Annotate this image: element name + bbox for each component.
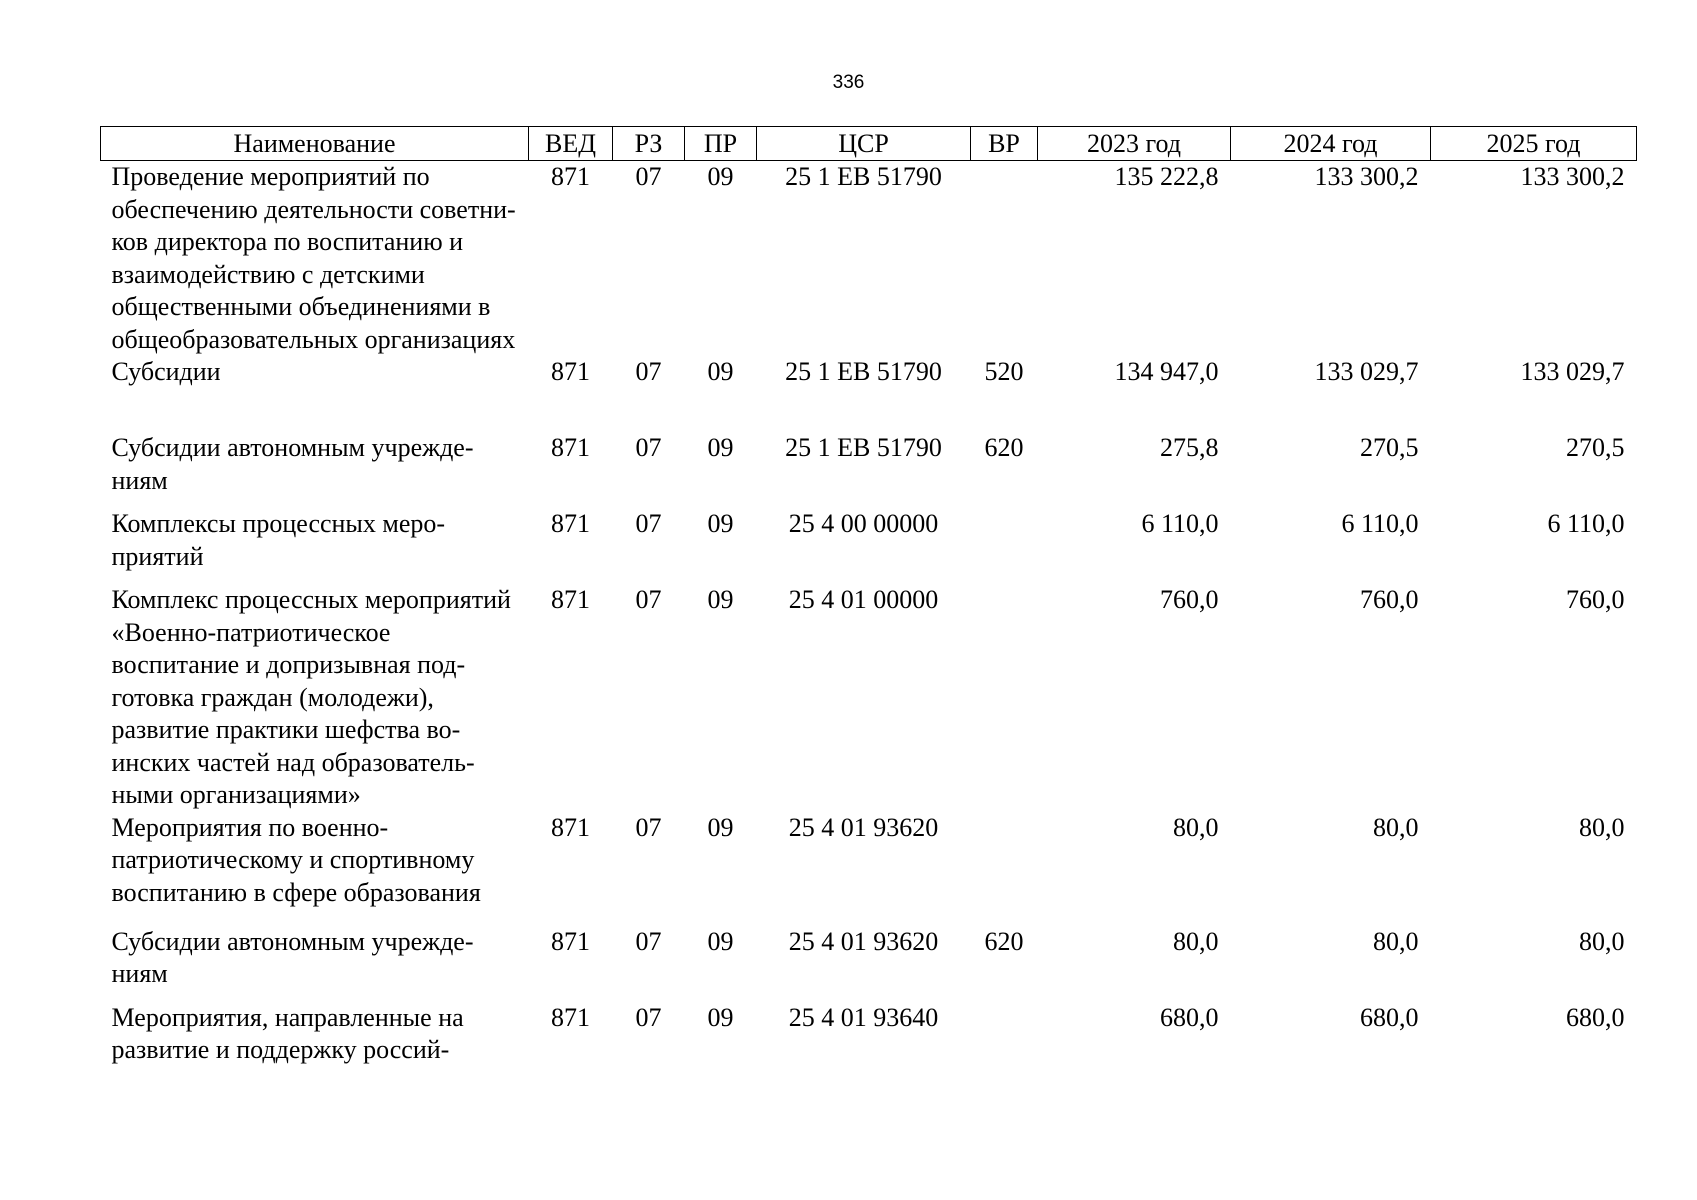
cell-ved: 871 bbox=[551, 162, 590, 191]
cell-vr bbox=[971, 584, 1038, 812]
cell-csr: 25 1 EB 51790 bbox=[785, 162, 942, 191]
cell-2024: 760,0 bbox=[1360, 585, 1419, 614]
header-2024: 2024 год bbox=[1231, 127, 1431, 161]
cell-2023: 680,0 bbox=[1160, 1002, 1219, 1032]
cell-csr: 25 1 EB 51790 bbox=[785, 433, 942, 462]
cell-rz: 07 bbox=[635, 433, 662, 462]
table-row bbox=[101, 1002, 1637, 1067]
cell-vr bbox=[971, 1002, 1038, 1067]
cell-2024: 80,0 bbox=[1373, 926, 1419, 956]
cell-ved: 871 bbox=[551, 357, 590, 386]
cell-vr bbox=[971, 161, 1038, 357]
cell-2025: 270,5 bbox=[1566, 433, 1625, 462]
header-2023: 2023 год bbox=[1038, 127, 1231, 161]
cell-2024: 133 029,7 bbox=[1314, 357, 1419, 386]
cell-pr: 09 bbox=[707, 585, 734, 614]
cell-2025: 760,0 bbox=[1566, 585, 1625, 614]
cell-2024: 680,0 bbox=[1360, 1002, 1419, 1032]
cell-2024: 80,0 bbox=[1373, 812, 1419, 842]
cell-vr: 620 bbox=[984, 433, 1024, 462]
cell-2025: 133 029,7 bbox=[1520, 357, 1625, 386]
cell-rz: 07 bbox=[635, 812, 662, 842]
cell-2023: 6 110,0 bbox=[1141, 509, 1219, 538]
cell-pr: 09 bbox=[707, 162, 734, 191]
cell-rz: 07 bbox=[635, 509, 662, 538]
table-header bbox=[101, 127, 1637, 161]
cell-pr: 09 bbox=[707, 1002, 734, 1032]
cell-vr: 520 bbox=[984, 357, 1024, 386]
cell-rz: 07 bbox=[635, 1002, 662, 1032]
cell-2023: 134 947,0 bbox=[1114, 357, 1219, 386]
table-row bbox=[101, 161, 1637, 357]
cell-name: Комплекс процессных мероприятий «Военно-патриотическое воспитание и допризывная подготовка граждан (молодежи), развитие практики шефства воинских частей над образовательными организациями» bbox=[111, 585, 511, 809]
header-vr: ВР bbox=[971, 127, 1038, 161]
header-csr: ЦСР bbox=[757, 127, 971, 161]
cell-ved: 871 bbox=[551, 585, 590, 614]
cell-pr: 09 bbox=[707, 357, 734, 386]
table-row bbox=[101, 584, 1637, 812]
page-number: 336 bbox=[832, 72, 865, 93]
cell-name: Мероприятия по военно-патриотическому и спортивному воспитанию в сфере образования bbox=[111, 812, 481, 907]
table-row bbox=[101, 926, 1637, 1002]
cell-vr bbox=[971, 508, 1038, 584]
cell-csr: 25 4 00 00000 bbox=[788, 509, 939, 538]
cell-pr: 09 bbox=[707, 926, 734, 956]
cell-pr: 09 bbox=[707, 812, 734, 842]
cell-name: Субсидии автономным учреждениям bbox=[111, 433, 474, 495]
cell-name: Субсидии автономным учреждениям bbox=[111, 926, 474, 988]
cell-pr: 09 bbox=[707, 433, 734, 462]
table-row bbox=[101, 356, 1637, 432]
cell-2025: 680,0 bbox=[1566, 1002, 1625, 1032]
cell-2025: 6 110,0 bbox=[1547, 509, 1625, 538]
cell-2024: 270,5 bbox=[1360, 433, 1419, 462]
cell-csr: 25 4 01 93620 bbox=[788, 926, 939, 956]
table-row bbox=[101, 812, 1637, 926]
cell-name: Комплексы процессных мероприятий bbox=[111, 509, 446, 571]
cell-2025: 133 300,2 bbox=[1520, 162, 1625, 191]
cell-name: Проведение мероприятий по обеспечению деятельности советников директора по воспитанию и взаимодействию с детскими общественными объединениями в общеобразовательных организациях bbox=[111, 162, 516, 354]
header-pr: ПР bbox=[685, 127, 757, 161]
cell-vr bbox=[971, 812, 1038, 926]
cell-csr: 25 4 01 93640 bbox=[788, 1002, 939, 1032]
cell-2023: 275,8 bbox=[1160, 433, 1219, 462]
cell-vr: 620 bbox=[984, 926, 1024, 956]
header-name: Наименование bbox=[101, 127, 529, 161]
cell-2023: 135 222,8 bbox=[1114, 162, 1219, 191]
cell-ved: 871 bbox=[551, 433, 590, 462]
header-2025: 2025 год bbox=[1431, 127, 1637, 161]
header-ved: ВЕД bbox=[529, 127, 613, 161]
cell-2023: 80,0 bbox=[1173, 812, 1219, 842]
cell-ved: 871 bbox=[551, 1002, 590, 1032]
budget-table bbox=[100, 126, 1637, 1067]
cell-name: Мероприятия, направленные на развитие и поддержку россий- bbox=[111, 1002, 464, 1064]
header-rz: РЗ bbox=[613, 127, 685, 161]
cell-ved: 871 bbox=[551, 812, 590, 842]
table-row bbox=[101, 432, 1637, 508]
cell-csr: 25 4 01 00000 bbox=[788, 585, 939, 614]
cell-rz: 07 bbox=[635, 357, 662, 386]
cell-2023: 80,0 bbox=[1173, 926, 1219, 956]
cell-name: Субсидии bbox=[111, 357, 221, 386]
cell-rz: 07 bbox=[635, 585, 662, 614]
cell-2025: 80,0 bbox=[1579, 812, 1625, 842]
cell-2024: 6 110,0 bbox=[1341, 509, 1419, 538]
cell-2024: 133 300,2 bbox=[1314, 162, 1419, 191]
cell-ved: 871 bbox=[551, 926, 590, 956]
cell-rz: 07 bbox=[635, 162, 662, 191]
cell-2025: 80,0 bbox=[1579, 926, 1625, 956]
cell-csr: 25 4 01 93620 bbox=[788, 812, 939, 842]
cell-rz: 07 bbox=[635, 926, 662, 956]
table-row bbox=[101, 508, 1637, 584]
cell-csr: 25 1 EB 51790 bbox=[785, 357, 942, 386]
cell-ved: 871 bbox=[551, 509, 590, 538]
cell-pr: 09 bbox=[707, 509, 734, 538]
cell-2023: 760,0 bbox=[1160, 585, 1219, 614]
